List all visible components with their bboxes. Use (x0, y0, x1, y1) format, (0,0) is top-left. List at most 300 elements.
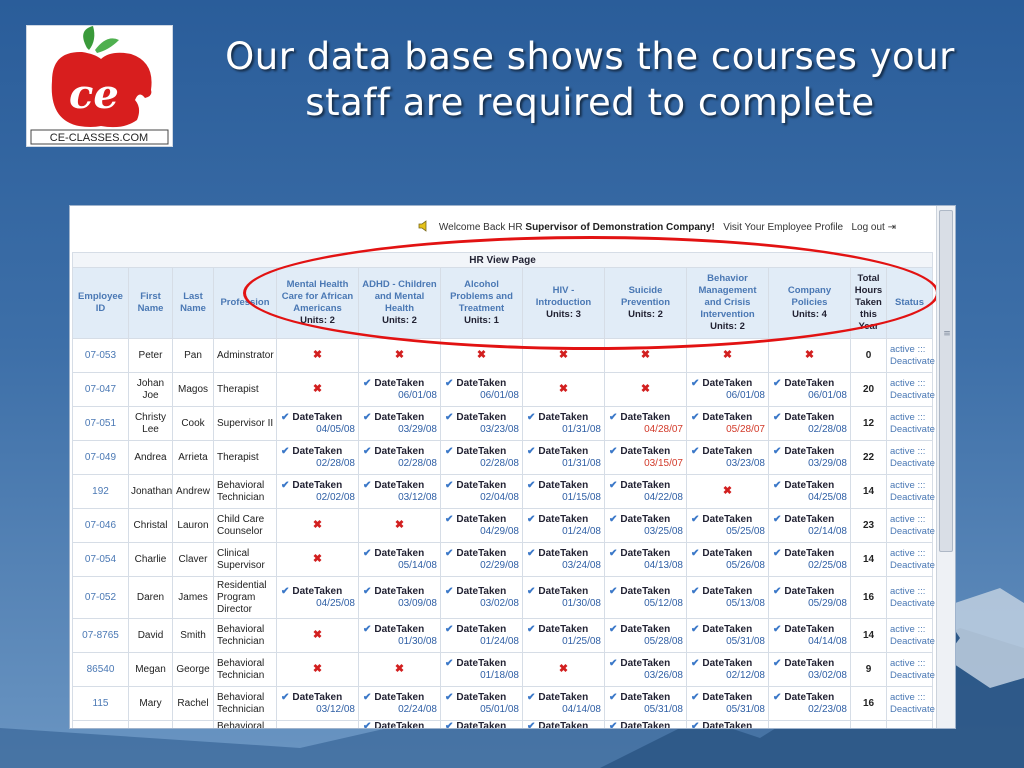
check-icon: ✔ (609, 479, 618, 491)
check-icon: ✔ (691, 547, 700, 559)
date-taken-label: ✔ DateTaken (445, 691, 507, 703)
date-taken-value: 02/14/08 (808, 525, 847, 537)
date-taken-label: ✔ DateTaken (609, 585, 671, 597)
column-header: Alcohol Problems and Treatment Units: 1 (441, 268, 523, 339)
slide-title (190, 34, 990, 126)
course-cell (687, 619, 769, 653)
not-taken-icon: ✖ (722, 349, 733, 361)
course-cell (441, 687, 523, 721)
course-cell (769, 687, 851, 721)
check-icon: ✔ (363, 547, 372, 559)
check-icon: ✔ (773, 377, 782, 389)
not-taken-icon: ✖ (312, 349, 323, 361)
deactivate-link[interactable]: Deactivate (890, 635, 935, 647)
not-taken-icon: ✖ (476, 349, 487, 361)
check-icon: ✔ (691, 585, 700, 597)
date-taken-value: 04/13/08 (644, 559, 683, 571)
date-taken-value: 01/30/08 (398, 635, 437, 647)
active-link[interactable]: active ::: (890, 377, 926, 389)
check-icon: ✔ (609, 657, 618, 669)
course-cell (277, 475, 359, 509)
date-taken-label: ✔ DateTaken (527, 585, 589, 597)
deactivate-link[interactable]: Deactivate (890, 389, 935, 401)
total-hours: 16 (851, 577, 887, 619)
check-icon: ✔ (445, 479, 454, 491)
check-icon: ✔ (609, 411, 618, 423)
check-icon: ✔ (363, 377, 372, 389)
employee-id[interactable]: 07-053 (73, 339, 129, 373)
not-taken-icon: ✖ (640, 349, 651, 361)
first-name: Andrea (129, 441, 173, 475)
check-icon: ✔ (445, 721, 454, 729)
profession: Behavioral Technician (214, 475, 277, 509)
course-cell (359, 339, 441, 373)
active-link[interactable]: active ::: (890, 623, 926, 635)
check-icon: ✔ (773, 623, 782, 635)
date-taken-value: 01/25/08 (562, 635, 601, 647)
check-icon: ✔ (773, 479, 782, 491)
date-taken-label: ✔ DateTaken (445, 513, 507, 525)
date-taken-value: 01/24/08 (562, 525, 601, 537)
date-taken-label: ✔ DateTaken (609, 623, 671, 635)
not-taken-icon: ✖ (558, 663, 569, 675)
date-taken-value: 04/25/08 (316, 597, 355, 609)
status-cell (887, 577, 933, 619)
course-cell (359, 373, 441, 407)
last-name: Cook (173, 407, 214, 441)
profession: Therapist (214, 441, 277, 475)
date-taken-label: ✔ DateTaken (363, 623, 425, 635)
grip-icon: ≡ (943, 329, 951, 339)
total-hours: 0 (851, 339, 887, 373)
date-taken-label: ✔ DateTaken (525, 721, 602, 729)
profession: Supervisor II (214, 407, 277, 441)
not-taken-icon: ✖ (312, 553, 323, 565)
course-cell (277, 653, 359, 687)
employee-id[interactable]: 07-049 (73, 441, 129, 475)
employee-row (73, 721, 933, 730)
employee-profile-link[interactable]: Visit Your Employee Profile (723, 222, 844, 234)
date-taken-value: 03/09/08 (398, 597, 437, 609)
check-icon: ✔ (609, 513, 618, 525)
course-cell (441, 441, 523, 475)
total-hours: 14 (851, 475, 887, 509)
total-hours: 16 (851, 687, 887, 721)
deactivate-link[interactable]: Deactivate (890, 491, 935, 503)
active-link[interactable]: active ::: (890, 343, 926, 355)
date-taken-value: 02/04/08 (480, 491, 519, 503)
deactivate-link[interactable]: Deactivate (890, 669, 935, 681)
date-taken-label: ✔ DateTaken (691, 377, 753, 389)
date-taken-value: 03/25/08 (644, 525, 683, 537)
date-taken-label: ✔ DateTaken (691, 445, 753, 457)
course-cell (523, 509, 605, 543)
course-cell (359, 475, 441, 509)
course-cell (277, 407, 359, 441)
date-taken-value: 06/01/08 (726, 389, 765, 401)
profession: Behavioral Technician (214, 687, 277, 721)
hr-view-screenshot (69, 205, 956, 729)
deactivate-link[interactable]: Deactivate (890, 525, 935, 537)
first-name: David (129, 619, 173, 653)
course-cell (605, 577, 687, 619)
date-taken-label: ✔ DateTaken (609, 691, 671, 703)
not-taken-icon: ✖ (394, 349, 405, 361)
date-taken-label: ✔ DateTaken (527, 623, 589, 635)
not-taken-icon: ✖ (312, 383, 323, 395)
check-icon: ✔ (773, 513, 782, 525)
employee-row (73, 475, 933, 509)
check-icon: ✔ (773, 585, 782, 597)
check-icon: ✔ (445, 445, 454, 457)
speaker-icon (418, 220, 430, 235)
profession: Behavioral (214, 721, 277, 730)
check-icon: ✔ (773, 691, 782, 703)
course-cell (769, 543, 851, 577)
deactivate-link[interactable]: Deactivate (890, 423, 935, 435)
check-icon: ✔ (363, 479, 372, 491)
course-cell (359, 619, 441, 653)
check-icon: ✔ (773, 445, 782, 457)
employee-id[interactable]: 115 (73, 687, 129, 721)
status-cell (887, 687, 933, 721)
last-name: James (173, 577, 214, 619)
profession: Adminstrator (214, 339, 277, 373)
date-taken-value: 03/02/08 (480, 597, 519, 609)
date-taken-label: ✔ DateTaken (773, 377, 835, 389)
not-taken-icon: ✖ (312, 629, 323, 641)
date-taken-value: 02/02/08 (316, 491, 355, 503)
date-taken-label: ✔ DateTaken (773, 411, 835, 423)
first-name: Peter (129, 339, 173, 373)
employee-id[interactable]: 07-052 (73, 577, 129, 619)
total-hours: 23 (851, 509, 887, 543)
status-cell (887, 653, 933, 687)
date-taken-label: ✔ DateTaken (445, 411, 507, 423)
check-icon: ✔ (609, 445, 618, 457)
date-taken-label: ✔ DateTaken (361, 721, 438, 729)
course-cell (523, 543, 605, 577)
date-taken-label: ✔ DateTaken (527, 411, 589, 423)
date-taken-value: 05/28/08 (644, 635, 683, 647)
check-icon: ✔ (527, 479, 536, 491)
check-icon: ✔ (691, 513, 700, 525)
check-icon: ✔ (445, 411, 454, 423)
date-taken-value: 02/28/08 (480, 457, 519, 469)
date-taken-value: 04/22/08 (644, 491, 683, 503)
employee-id[interactable]: 07-046 (73, 509, 129, 543)
logout-link[interactable]: Log out ⇥ (851, 222, 896, 234)
employee-id[interactable] (73, 721, 129, 730)
check-icon: ✔ (445, 657, 454, 669)
last-name: Rachel (173, 687, 214, 721)
vertical-scrollbar[interactable] (936, 206, 955, 728)
column-header: Behavior Management and Crisis Intervention Units: 2 (687, 268, 769, 339)
course-cell (769, 475, 851, 509)
course-cell (523, 407, 605, 441)
status-cell (887, 619, 933, 653)
employee-row (73, 687, 933, 721)
first-name: Daren (129, 577, 173, 619)
not-taken-icon: ✖ (640, 383, 651, 395)
first-name: Johan Joe (129, 373, 173, 407)
profession: Behavioral Technician (214, 653, 277, 687)
date-taken-label: ✔ DateTaken (281, 691, 343, 703)
course-cell (359, 407, 441, 441)
employee-id[interactable]: 07-054 (73, 543, 129, 577)
course-cell (441, 619, 523, 653)
course-cell (605, 373, 687, 407)
date-taken-label: ✔ DateTaken (773, 445, 835, 457)
course-cell (687, 509, 769, 543)
profession: Child Care Counselor (214, 509, 277, 543)
total-hours: 22 (851, 441, 887, 475)
course-cell (359, 687, 441, 721)
check-icon: ✔ (527, 513, 536, 525)
status-cell (887, 373, 933, 407)
course-cell (687, 441, 769, 475)
date-taken-value: 01/24/08 (480, 635, 519, 647)
date-taken-value: 03/29/08 (808, 457, 847, 469)
date-taken-value: 06/01/08 (808, 389, 847, 401)
active-link[interactable]: active ::: (890, 585, 926, 597)
column-header: Total Hours Taken this Year (851, 268, 887, 339)
check-icon: ✔ (691, 411, 700, 423)
check-icon: ✔ (773, 411, 782, 423)
date-taken-value: 02/23/08 (808, 703, 847, 715)
check-icon: ✔ (609, 547, 618, 559)
course-cell (605, 441, 687, 475)
course-cell (277, 441, 359, 475)
check-icon: ✔ (445, 377, 454, 389)
date-taken-value: 03/12/08 (398, 491, 437, 503)
date-taken-value: 02/28/08 (316, 457, 355, 469)
check-icon: ✔ (281, 585, 290, 597)
check-icon: ✔ (773, 547, 782, 559)
date-taken-value: 01/31/08 (562, 457, 601, 469)
active-link[interactable]: active ::: (890, 657, 926, 669)
active-link[interactable]: active ::: (890, 691, 926, 703)
course-cell (359, 577, 441, 619)
date-taken-value: 03/24/08 (562, 559, 601, 571)
course-cell (769, 619, 851, 653)
check-icon: ✔ (691, 623, 700, 635)
employee-row (73, 407, 933, 441)
date-taken-label: ✔ DateTaken (609, 445, 671, 457)
course-cell (687, 577, 769, 619)
date-taken-label: ✔ DateTaken (363, 445, 425, 457)
date-taken-value: 01/18/08 (480, 669, 519, 681)
employee-row (73, 373, 933, 407)
date-taken-label: ✔ DateTaken (691, 547, 753, 559)
course-cell (523, 475, 605, 509)
check-icon: ✔ (773, 657, 782, 669)
active-link[interactable]: active ::: (890, 411, 926, 423)
check-icon: ✔ (363, 445, 372, 457)
employee-id[interactable]: 07-047 (73, 373, 129, 407)
date-taken-label: ✔ DateTaken (773, 691, 835, 703)
date-taken-value: 03/26/08 (644, 669, 683, 681)
first-name: Charlie (129, 543, 173, 577)
course-cell (441, 577, 523, 619)
date-taken-label: ✔ DateTaken (773, 623, 835, 635)
date-taken-label: ✔ DateTaken (609, 547, 671, 559)
course-cell (441, 509, 523, 543)
course-cell (277, 577, 359, 619)
column-header: ADHD - Children and Mental Health Units: 2 (359, 268, 441, 339)
date-taken-value: 02/24/08 (398, 703, 437, 715)
date-taken-value: 04/14/08 (562, 703, 601, 715)
status-cell (887, 475, 933, 509)
employee-row (73, 543, 933, 577)
first-name: Jonathan (129, 475, 173, 509)
check-icon: ✔ (445, 623, 454, 635)
active-link[interactable]: active ::: (890, 513, 926, 525)
last-name: Claver (173, 543, 214, 577)
check-icon: ✔ (609, 721, 618, 729)
date-taken-label: ✔ DateTaken (691, 657, 753, 669)
profession: Residential Program Director (214, 577, 277, 619)
date-taken-value: 03/23/08 (480, 423, 519, 435)
total-hours (851, 721, 887, 730)
date-taken-label: ✔ DateTaken (363, 547, 425, 559)
deactivate-link[interactable]: Deactivate (890, 559, 935, 571)
total-hours: 14 (851, 619, 887, 653)
date-taken-label: ✔ DateTaken (691, 411, 753, 423)
check-icon: ✔ (363, 623, 372, 635)
date-taken-label: ✔ DateTaken (609, 479, 671, 491)
date-taken-label: ✔ DateTaken (445, 623, 507, 635)
profession: Clinical Supervisor (214, 543, 277, 577)
course-cell (769, 653, 851, 687)
course-cell (441, 653, 523, 687)
deactivate-link[interactable]: Deactivate (890, 703, 935, 715)
course-cell (441, 721, 523, 730)
date-taken-value: 01/31/08 (562, 423, 601, 435)
course-cell (605, 653, 687, 687)
course-cell (441, 543, 523, 577)
employee-id[interactable]: 192 (73, 475, 129, 509)
date-taken-label: ✔ DateTaken (445, 377, 507, 389)
check-icon: ✔ (527, 547, 536, 559)
column-header: Profession (214, 268, 277, 339)
date-taken-label: ✔ DateTaken (609, 657, 671, 669)
course-cell (605, 407, 687, 441)
date-taken-value: 05/31/08 (644, 703, 683, 715)
date-taken-value: 05/26/08 (726, 559, 765, 571)
course-cell (523, 441, 605, 475)
employee-row (73, 441, 933, 475)
last-name (173, 721, 214, 730)
date-taken-label: ✔ DateTaken (281, 585, 343, 597)
last-name: Smith (173, 619, 214, 653)
check-icon: ✔ (445, 547, 454, 559)
course-cell (523, 721, 605, 730)
active-link[interactable]: active ::: (890, 547, 926, 559)
course-cell (523, 653, 605, 687)
not-taken-icon: ✖ (558, 349, 569, 361)
date-taken-label: ✔ DateTaken (773, 513, 835, 525)
employee-id[interactable]: 07-051 (73, 407, 129, 441)
course-cell (605, 619, 687, 653)
date-taken-label: ✔ DateTaken (363, 691, 425, 703)
date-taken-value: 02/28/08 (398, 457, 437, 469)
date-taken-label: ✔ DateTaken (363, 377, 425, 389)
course-cell (769, 373, 851, 407)
date-taken-label: ✔ DateTaken (363, 585, 425, 597)
profession: Therapist (214, 373, 277, 407)
deactivate-link[interactable]: Deactivate (890, 355, 935, 367)
date-taken-label: ✔ DateTaken (609, 411, 671, 423)
status-cell (887, 407, 933, 441)
date-taken-label: ✔ DateTaken (689, 721, 766, 729)
course-cell (605, 687, 687, 721)
check-icon: ✔ (527, 411, 536, 423)
status-cell (887, 441, 933, 475)
employee-row (73, 577, 933, 619)
date-taken-label: ✔ DateTaken (281, 479, 343, 491)
date-taken-label: ✔ DateTaken (281, 411, 343, 423)
employee-row (73, 653, 933, 687)
course-cell (277, 619, 359, 653)
date-taken-value: 02/25/08 (808, 559, 847, 571)
deactivate-link[interactable]: Deactivate (890, 597, 935, 609)
svg-text:CE-CLASSES.COM: CE-CLASSES.COM (49, 132, 149, 144)
active-link[interactable]: active ::: (890, 445, 926, 457)
column-header: First Name (129, 268, 173, 339)
check-icon: ✔ (281, 445, 290, 457)
course-cell (523, 373, 605, 407)
check-icon: ✔ (527, 585, 536, 597)
company-name: Supervisor of Demonstration Company! (525, 222, 715, 234)
course-cell (769, 721, 851, 730)
employee-id[interactable]: 07-8765 (73, 619, 129, 653)
employee-id[interactable]: 86540 (73, 653, 129, 687)
check-icon: ✔ (691, 721, 700, 729)
check-icon: ✔ (609, 691, 618, 703)
not-taken-icon: ✖ (394, 519, 405, 531)
scrollbar-thumb[interactable] (939, 210, 953, 552)
course-cell (441, 475, 523, 509)
date-taken-value: 04/05/08 (316, 423, 355, 435)
date-taken-value: 04/14/08 (808, 635, 847, 647)
course-cell (687, 407, 769, 441)
date-taken-value: 05/29/08 (808, 597, 847, 609)
check-icon: ✔ (609, 623, 618, 635)
date-taken-label: ✔ DateTaken (607, 721, 684, 729)
check-icon: ✔ (363, 721, 372, 729)
not-taken-icon: ✖ (804, 349, 815, 361)
check-icon: ✔ (691, 445, 700, 457)
date-taken-value: 05/13/08 (726, 597, 765, 609)
date-taken-value: 04/25/08 (808, 491, 847, 503)
date-taken-label: ✔ DateTaken (609, 513, 671, 525)
first-name: Christal (129, 509, 173, 543)
column-header: Status (887, 268, 933, 339)
column-header: Suicide Prevention Units: 2 (605, 268, 687, 339)
slide-title-line-2: staff are required to complete (305, 81, 875, 124)
not-taken-icon: ✖ (558, 383, 569, 395)
column-header: Employee ID (73, 268, 129, 339)
course-cell (359, 441, 441, 475)
date-taken-label: ✔ DateTaken (527, 513, 589, 525)
active-link[interactable]: active ::: (890, 479, 926, 491)
date-taken-label: ✔ DateTaken (773, 547, 835, 559)
date-taken-value: 04/29/08 (480, 525, 519, 537)
deactivate-link[interactable]: Deactivate (890, 457, 935, 469)
status-cell (887, 543, 933, 577)
course-cell (359, 543, 441, 577)
